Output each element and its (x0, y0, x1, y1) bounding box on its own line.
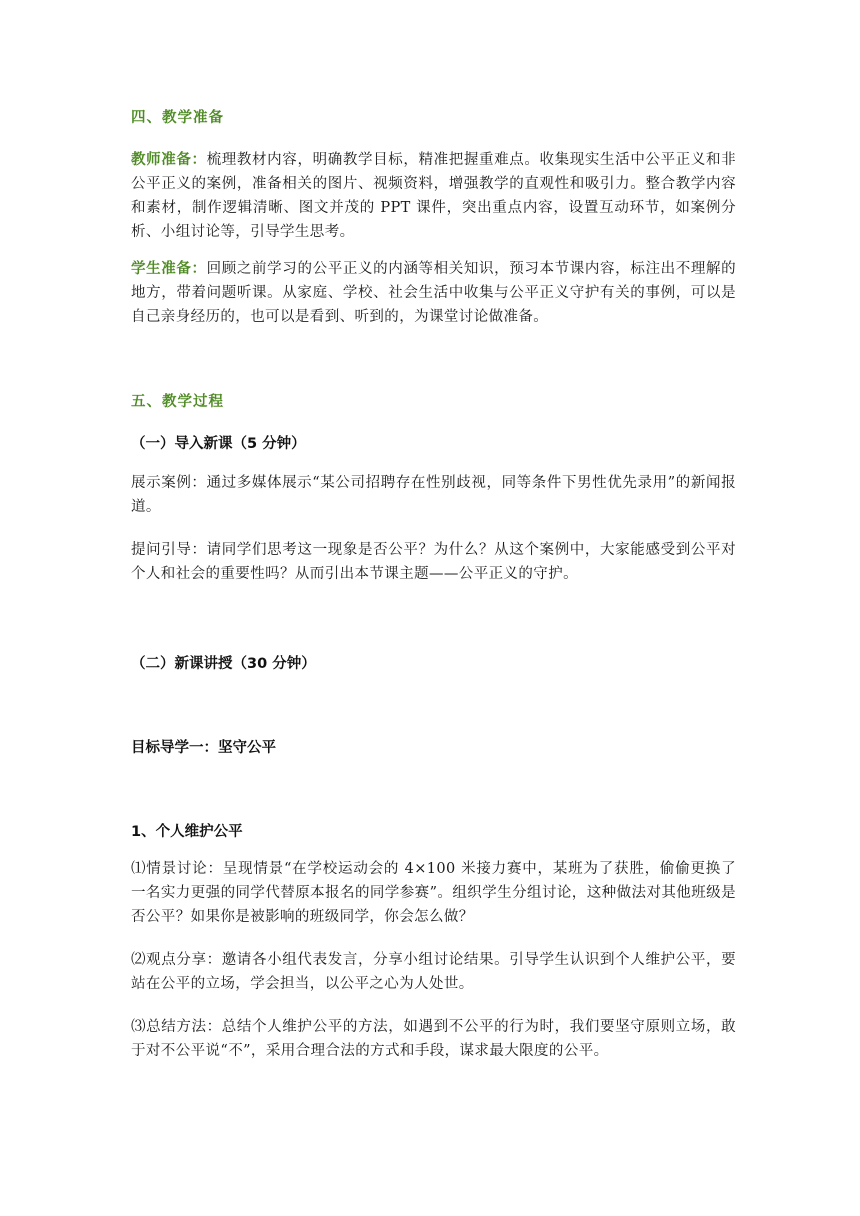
item-title-personal-fairness: 1、个人维护公平 (131, 824, 243, 840)
paragraph-summary-method: ⑶总结方法：总结个人维护公平的方法，如遇到不公平的行为时，我们要坚守原则立场，敢于对不公平说“不”，采用合理合法的方式和手段，谋求最大限度的公平。 (131, 1019, 736, 1059)
student-prep-label: 学生准备： (131, 261, 207, 277)
paragraph-intro-case: 展示案例：通过多媒体展示“某公司招聘存在性别歧视，同等条件下男性优先录用”的新闻报道。 (131, 475, 736, 515)
teacher-prep-label: 教师准备： (131, 152, 207, 168)
goal-title-uphold-fairness: 目标导学一：坚守公平 (131, 740, 276, 756)
paragraph-student-prep (131, 257, 736, 329)
paragraph-viewpoint-sharing: ⑵观点分享：邀请各小组代表发言，分享小组讨论结果。引导学生认识到个人维护公平，要站在公平的立场，学会担当，以公平之心为人处世。 (131, 952, 736, 992)
paragraph-intro-question: 提问引导：请同学们思考这一现象是否公平？为什么？从这个案例中，大家能感受到公平对个人和社会的重要性吗？从而引出本节课主题——公平正义的守护。 (131, 542, 736, 582)
paragraph-teacher-prep (131, 148, 736, 244)
subsection-title-intro: （一）导入新课（5 分钟） (131, 436, 306, 452)
subsection-title-lecture: （二）新课讲授（30 分钟） (131, 656, 316, 672)
paragraph-scenario-discussion: ⑴情景讨论：呈现情景“在学校运动会的 4×100 米接力赛中，某班为了获胜，偷偷更换了一名实力更强的同学代替原本报名的同学参赛”。组织学生分组讨论，这种做法对其他班级是否公平？如果你是被影响的班级同学，你会怎么做？ (131, 861, 736, 925)
section-title-teaching-process: 五、教学过程 (131, 394, 224, 410)
section-title-teaching-prep: 四、教学准备 (131, 110, 224, 126)
teacher-prep-text: 梳理教材内容，明确教学目标，精准把握重难点。收集现实生活中公平正义和非公平正义的案例，准备相关的图片、视频资料，增强教学的直观性和吸引力。整合教学内容和素材，制作逻辑清晰、图文并茂的 PPT 课件，突出重点内容，设置互动环节，如案例分析、小组讨论等，引导学生思考。 (131, 152, 736, 240)
student-prep-text: 回顾之前学习的公平正义的内涵等相关知识，预习本节课内容，标注出不理解的地方，带着问题听课。从家庭、学校、社会生活中收集与公平正义守护有关的事例，可以是自己亲身经历的，也可以是看到、听到的，为课堂讨论做准备。 (131, 261, 736, 325)
